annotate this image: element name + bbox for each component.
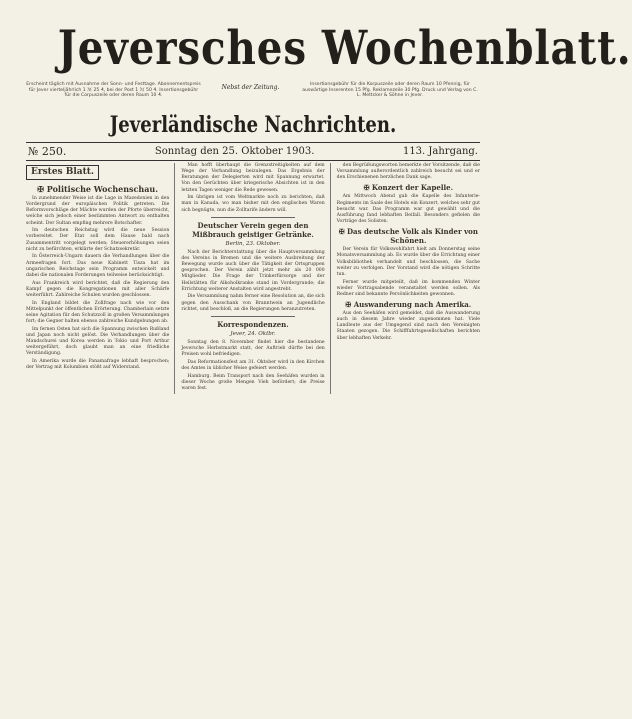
article-paragraph: Aus den Seehäfen wird gemeldet, daß die Auswanderung auch in diesem Jahre wieder zugenommen hat. Viele Landleute aus der Umgegend sind nach den Vereinigten Staaten gezogen. Die Schifffahrtsgesellschaften berichten über lebhaften Verkehr. bbox=[336, 311, 480, 341]
jever-dateline: Jever, 24. Oktbr. bbox=[230, 330, 276, 337]
article-paragraph: In Österreich-Ungarn dauern die Verhandlungen über die Armeefragen fort. Das neue Kabinett Tisza hat im ungarischen Reichstage sein Programm entwickelt und dabei die nationalen Forderungen teilweise berücksichtigt. bbox=[26, 254, 170, 278]
article-paragraph: Die Versammlung nahm ferner eine Resolution an, die sich gegen den Ausschank von Branntwein an Jugendliche richtet, und beschloß, an die Regierungen heranzutreten. bbox=[181, 294, 325, 312]
article-paragraph: In zunehmender Weise ist die Lage in Mazedonien in den Vordergrund der europäischen Politik getreten. Die Reformvorschläge der Mächte wurden der Pforte überreicht, welche sich jedoch einer bestimmten Antwort zu enthalten scheint. Der Sultan empfing mehrere Botschafter. bbox=[26, 196, 170, 226]
article-paragraph: Ferner wurde mitgeteilt, daß im kommenden Winter wieder Vortragsabende veranstaltet werden sollen. Als Redner sind bekannte Persönlichkeiten gewonnen. bbox=[336, 279, 480, 297]
article-paragraph: Im deutschen Reichstag wird die neue Session vorbereitet. Der Etat soll dem Hause bald nach Zusammentritt vorgelegt werden; Steuererhöhungen seien nicht zu befürchten, erklärte der Schatzsekretär. bbox=[26, 228, 170, 252]
article-paragraph: In England bildet die Zollfrage nach wie vor den Mittelpunkt der öffentlichen Erörterung. Chamberlain setzte seine Agitation für den Schutzzoll in großen Versammlungen fort; die Gegner halten ebenso zahlreiche Kundgebungen ab. bbox=[26, 300, 170, 324]
column-3 bbox=[337, 163, 480, 394]
column-1 bbox=[26, 163, 175, 394]
article-paragraph: Sonntag den 8. November findet hier die bestandene Jeversche Herbstmarkt statt, der Auftrieb dürfte bei den Preisen wohl befriedigen. bbox=[181, 339, 325, 358]
article-paragraph: Aus Frankreich wird berichtet, daß die Regierung den Kampf gegen die Kongregationen mit aller Schärfe weiterführt. Zahlreiche Schulen wurden geschlossen. bbox=[26, 280, 170, 298]
section-divider bbox=[211, 316, 294, 317]
first-sheet-label: Erstes Blatt. bbox=[26, 165, 99, 180]
supplement-note: Nebst der Zeitung. bbox=[221, 84, 280, 91]
article-paragraph: Im fernen Osten hat sich die Spannung zwischen Rußland und Japan noch nicht gelöst. Die Verhandlungen über die Mandschurei und Korea werden in Tokio und Port Arthur weitergeführt, doch glaubt man an eine friedliche Verständigung. bbox=[26, 326, 170, 357]
issue-number: № 250. bbox=[28, 145, 67, 158]
section-divider bbox=[211, 217, 294, 218]
article-paragraph: Am Mittwoch Abend gab die Kapelle des Infanterie-Regiments im Saale des Hotels ein Konzert, welches sehr gut besucht war. Das Programm war gut gewählt und die Ausführung fand lebhaften Beifall. Besonders gefielen die Vorträge des Solisten. bbox=[336, 194, 480, 225]
article-paragraph: den Begrüßungsworten bemerkte der Vorsitzende, daß die Versammlung außerordentlich zahlreich besucht sei und er den Erschienenen herzlichen Dank sage. bbox=[336, 163, 480, 181]
berlin-dateline: Berlin, 23. Oktober. bbox=[225, 240, 281, 247]
article-paragraph: Man hofft überhaupt die Grenzstreitigkeiten auf dem Wege der Verhandlung beizulegen. Das Ergebnis der Beratungen der Delegierten wird mit Spannung erwartet. Von den Gerüchten über kriegerische Absichten ist in den letzten Tagen weniger die Rede gewesen. bbox=[181, 163, 325, 193]
issue-date: Sonntag den 25. Oktober 1903. bbox=[154, 146, 315, 157]
article-paragraph: Hamburg. Beim Transport nach den Seehäfen wurden in dieser Woche große Mengen Vieh befördert; die Preise waren fest. bbox=[181, 373, 325, 391]
article-paragraph: Im übrigen ist vom Weltmarkte noch zu berichten, daß man in Kanada, wo man bisher mit den englischen Waren sich begnügte, nun die Zolltarife ändern will. bbox=[181, 195, 325, 213]
article-paragraph: Der Verein für Volkswohlfahrt hielt am Donnerstag seine Monatsversammlung ab. Es wurde über die Errichtung einer Volksbibliothek verhandelt und beschlossen, die Sache weiter zu verfolgen. Der Vorstand wird die nötigen Schritte tun. bbox=[336, 247, 480, 277]
dateline bbox=[26, 142, 480, 161]
article-paragraph: Das Reformationsfest am 31. Oktober wird in den Kirchen des Amtes in üblicher Weise gefeiert werden. bbox=[181, 359, 325, 371]
column-2 bbox=[181, 163, 330, 394]
newspaper-subtitle: Jeverländische Nachrichten. bbox=[109, 112, 397, 138]
emigration-heading: ✠ Auswanderung nach Amerika. bbox=[345, 300, 472, 309]
newspaper-title: Jeversches Wochenblatt. bbox=[57, 21, 632, 76]
concert-heading: ✠ Konzert der Kapelle. bbox=[363, 183, 454, 193]
left-notice: Erscheint täglich mit Ausnahme der Sonn- und Festtage. Abonnementspreis für Jever vierteljährlich 1 ℳ 25 ₰, bei der Post 1 ℳ 50 ₰. Insertionsgebühr für die Corpuszeile oder deren Raum 10 ₰. bbox=[26, 82, 201, 99]
german-people-heading: ✠ Das deutsche Volk als Kinder von Schönen. bbox=[338, 227, 478, 246]
article-paragraph: Nach der Berichterstattung über die Hauptversammlung des Vereins in Bremen und die weitere Ausbreitung der Bewegung wurde auch über die Tätigkeit der Ortsgruppen gesprochen. Der Verein zählt jetzt mehr als 20 000 Mitglieder. Die Frage der Trinkerfürsorge und der Heilstätten für Alkoholkranke stand im Vordergrunde; die Errichtung weiterer Anstalten wird angestrebt. bbox=[181, 249, 325, 292]
article-paragraph: In Amerika wurde die Panamafrage lebhaft besprochen; der Vertrag mit Kolumbien stößt auf Widerstand. bbox=[26, 358, 170, 371]
political-review-heading: ✠ Politische Wochenschau. bbox=[37, 184, 159, 194]
masthead bbox=[26, 20, 632, 138]
volume-year: 113. Jahrgang. bbox=[402, 146, 478, 157]
temperance-heading: Deutscher Verein gegen den Mißbrauch geistiger Getränke. bbox=[192, 220, 314, 239]
correspondence-heading: Korrespondenzen. bbox=[217, 319, 289, 329]
right-notice: Insertionsgebühr für die Korpuszeile oder deren Raum 10 Pfennig, für auswärtige Inserenten 15 Pfg. Reklamezeile 30 Pfg. Druck und Verlag von C. L. Mettcker & Söhne in Jever. bbox=[302, 82, 478, 99]
columns bbox=[26, 163, 480, 394]
